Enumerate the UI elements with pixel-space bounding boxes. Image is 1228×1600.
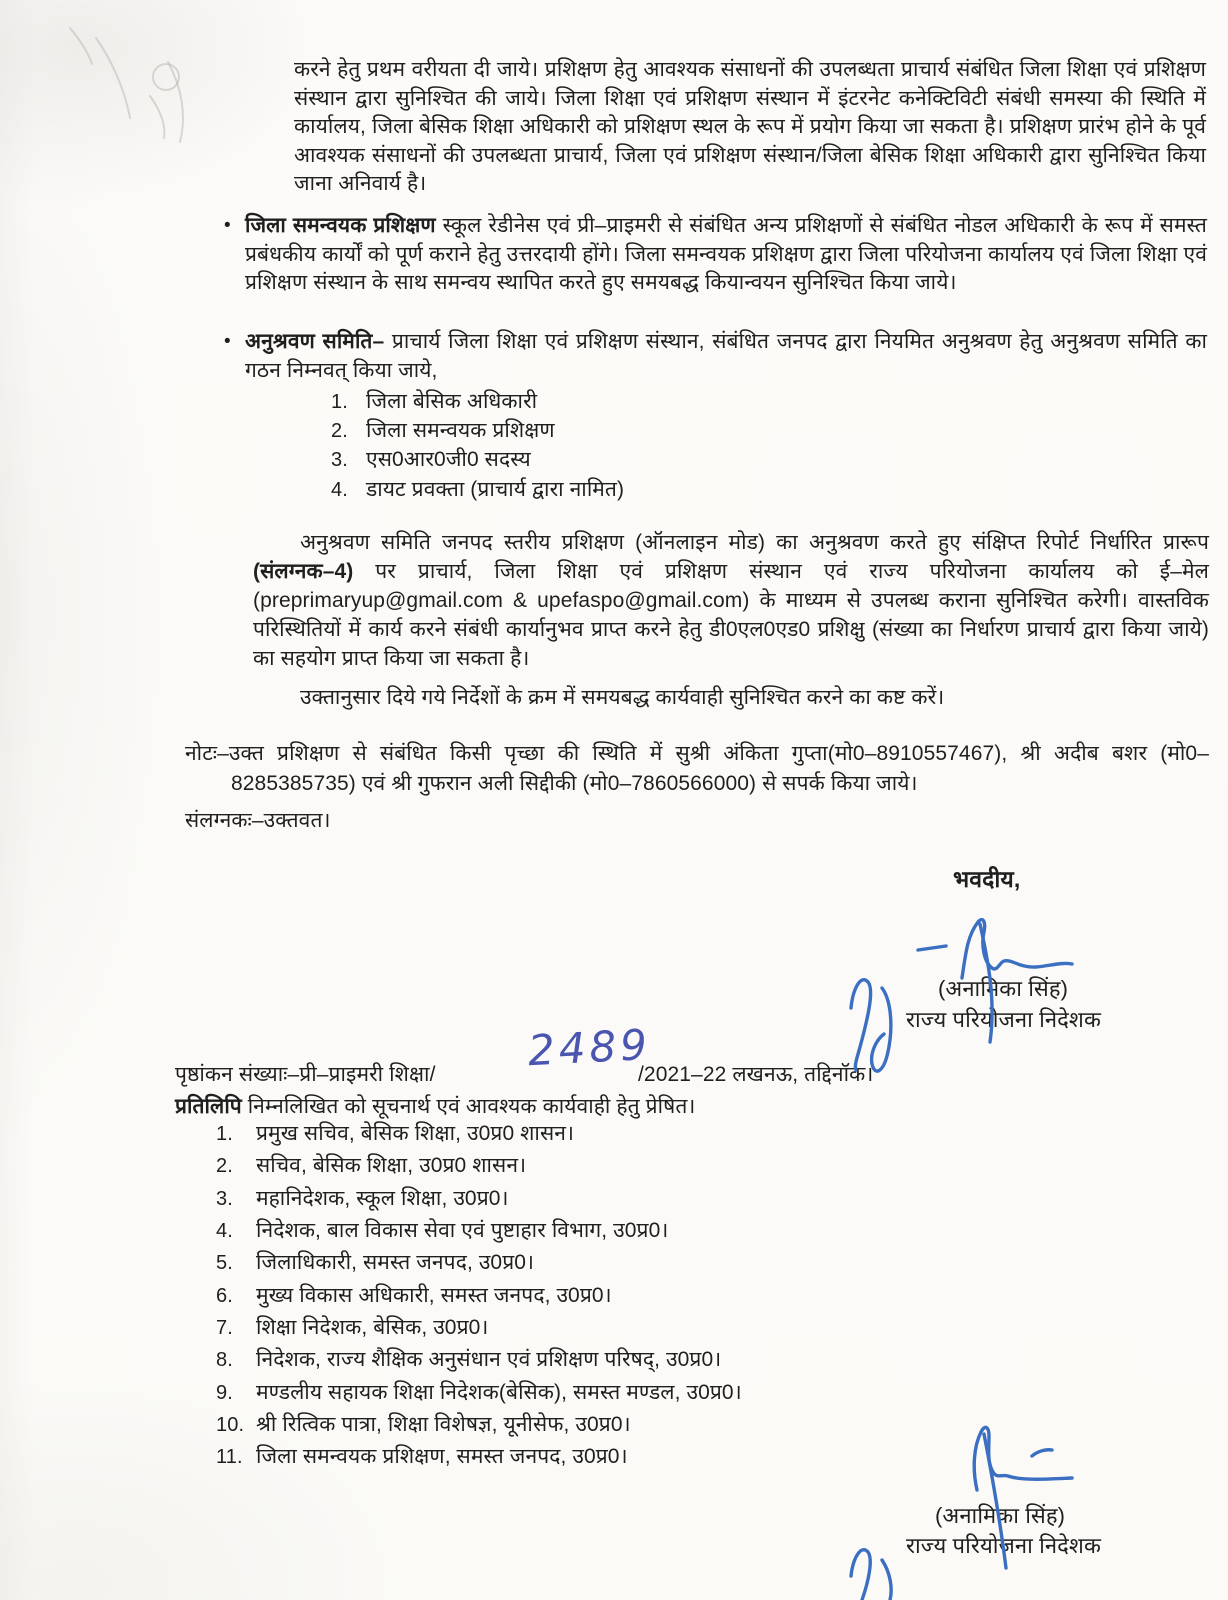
list-item <box>331 417 624 446</box>
item-number: 11. <box>216 1446 243 1469</box>
item-number: 3. <box>331 449 348 472</box>
bullet-icon: • <box>224 215 231 236</box>
item-text: प्रमुख सचिव, बेसिक शिक्षा, उ0प्र0 शासन। <box>256 1122 575 1145</box>
item-text: जिला समन्वयक प्रशिक्षण <box>366 419 555 443</box>
copy-text: निम्नलिखित को सूचनार्थ एवं आवश्यक कार्यवाही हेतु प्रेषित। <box>241 1095 696 1118</box>
list-item <box>331 446 624 475</box>
recipient-row <box>216 1249 742 1281</box>
copy-label: प्रतिलिपि <box>175 1095 242 1118</box>
recipient-row <box>216 1152 742 1184</box>
item-number: 2. <box>216 1155 233 1178</box>
closing-request-paragraph: उक्तानुसार दिये गये निर्देशों के क्रम में समयबद्ध कार्यवाही सुनिश्चित करने का कष्ट करें। <box>300 686 945 709</box>
bullet-item-district-coordinator <box>224 212 1207 298</box>
item-text: निदेशक, बाल विकास सेवा एवं पुष्टाहार विभाग, उ0प्र0। <box>256 1219 669 1243</box>
bullet-body: प्राचार्य जिला शिक्षा एवं प्रशिक्षण संस्थान, संबंधित जनपद द्वारा नियमित अनुश्रवण हेतु अनुश्रवण समिति का गठन निम्नवत् किया जाये, <box>245 330 1208 382</box>
note-block <box>185 739 1209 798</box>
list-item <box>331 476 624 505</box>
item-number: 3. <box>216 1187 233 1210</box>
item-number: 6. <box>216 1284 233 1307</box>
item-text: मुख्य विकास अधिकारी, समस्त जनपद, उ0प्र0। <box>256 1283 612 1307</box>
item-text: जिला बेसिक अधिकारी <box>366 390 538 413</box>
recipient-list <box>216 1120 742 1476</box>
recipient-row <box>216 1443 742 1475</box>
recipient-row <box>216 1185 742 1217</box>
recipient-row <box>216 1346 742 1378</box>
bullet-text <box>245 212 1207 298</box>
monitoring-report-paragraph <box>253 528 1209 673</box>
bullet-icon: • <box>224 331 231 352</box>
recipient-row <box>216 1379 742 1411</box>
committee-member-list <box>331 388 624 505</box>
item-text: जिला समन्वयक प्रशिक्षण, समस्त जनपद, उ0प्र0। <box>256 1445 628 1469</box>
signatory-name: (अनामिका सिंह) <box>935 1503 1066 1528</box>
enclosure-line: संलग्नकः–उक्तवत। <box>185 809 331 832</box>
item-number: 8. <box>216 1349 233 1372</box>
item-text: एस0आर0जी0 सदस्य <box>366 448 531 472</box>
paragraph-text: अनुश्रवण समिति जनपद स्तरीय प्रशिक्षण (ऑनलाइन मोड) का अनुश्रवण करते हुए संक्षिप्त रिपोर्ट निर्धारित प्रारूप <box>300 531 1209 554</box>
item-text: निदेशक, राज्य शैक्षिक अनुसंधान एवं प्रशिक्षण परिषद्, उ0प्र0। <box>256 1348 722 1372</box>
item-text: महानिदेशक, स्कूल शिक्षा, उ0प्र0। <box>256 1186 509 1210</box>
item-number: 4. <box>216 1220 233 1243</box>
item-number: 7. <box>216 1317 233 1340</box>
complimentary-closing: भवदीय, <box>953 866 1021 892</box>
signatory-designation: राज्य परियोजना निदेशक <box>906 1533 1101 1558</box>
pencil-smudge <box>70 28 183 142</box>
bullet-item-monitoring-committee <box>224 328 1207 385</box>
signatory-name: (अनामिका सिंह) <box>938 976 1069 1001</box>
endorsement-number-prefix: पृष्ठांकन संख्याः–प्री–प्राइमरी शिक्षा/ <box>175 1063 436 1086</box>
list-item <box>331 388 624 417</box>
item-number: 9. <box>216 1381 233 1404</box>
recipient-row <box>216 1282 742 1314</box>
attachment-reference: (संलग्नक–4) <box>253 560 354 583</box>
item-text: शिक्षा निदेशक, बेसिक, उ0प्र0। <box>256 1316 489 1340</box>
endorsement-number-suffix: /2021–22 लखनऊ, तद्दिनॉक। <box>638 1063 874 1086</box>
item-number: 5. <box>216 1252 233 1275</box>
item-text: सचिव, बेसिक शिक्षा, उ0प्र0 शासन। <box>256 1154 527 1178</box>
handwritten-dispatch-number: 2489 <box>526 1019 653 1076</box>
item-text: डायट प्रवक्ता (प्राचार्य द्वारा नामित) <box>366 477 625 501</box>
copy-forward-line <box>175 1093 695 1122</box>
item-text: मण्डलीय सहायक शिक्षा निदेशक(बेसिक), समस्त मण्डल, उ0प्र0। <box>256 1380 742 1404</box>
item-number: 1. <box>331 391 348 413</box>
recipient-row <box>216 1314 742 1346</box>
recipient-row <box>216 1411 742 1443</box>
item-text: श्री रित्विक पात्रा, शिक्षा विशेषज्ञ, यूनीसेफ, उ0प्र0। <box>256 1413 631 1437</box>
opening-paragraph: करने हेतु प्रथम वरीयता दी जाये। प्रशिक्षण हेतु आवश्यक संसाधनों की उपलब्धता प्राचार्य संबंधित जिला शिक्षा एवं प्रशिक्षण संस्थान द्वारा सुनिश्चित की जाये। जिला शिक्षा एवं प्रशिक्षण संस्थान में इंटरनेट कनेक्टिविटी संबंधी समस्या की स्थिति में कार्यालय, जिला बेसिक शिक्षा अधिकारी को प्रशिक्षण स्थल के रूप में प्रयोग किया जा सकता है। प्रशिक्षण प्रारंभ होने के पूर्व आवश्यक संसाधनों की उपलब्धता प्राचार्य, जिला एवं प्रशिक्षण संस्थान/जिला बेसिक शिक्षा अधिकारी द्वारा सुनिश्चित किया जाना अनिवार्य है। <box>294 58 1206 196</box>
item-number: 10. <box>216 1414 245 1437</box>
signatory-designation: राज्य परियोजना निदेशक <box>906 1007 1101 1032</box>
recipient-row <box>216 1217 742 1249</box>
recipient-row <box>216 1120 742 1152</box>
note-text: उक्त प्रशिक्षण से संबंधित किसी पृच्छा की स्थिति में सुश्री अंकिता गुप्ता(मो0–8910557467), श्री अदीब बशर (मो0–8285385735) एवं श्री गुफरान अली सिद्दीकी (मो0–7860566000) से सपर्क किया जाये। <box>228 742 1209 795</box>
bullet-body: स्कूल रेडीनेस एवं प्री–प्राइमरी से संबंधित अन्य प्रशिक्षणों से संबंधित नोडल अधिकारी के रूप में समस्त प्रबंधकीय कार्यों को पूर्ण कराने हेतु उत्तरदायी होंगे। जिला समन्वयक प्रशिक्षण द्वारा जिला परियोजना कार्यालय एवं जिला शिक्षा एवं प्रशिक्षण संस्थान के साथ समन्वय स्थापित करते हुए समयबद्ध कियान्वयन सुनिश्चित किया जाये। <box>245 214 1207 295</box>
bullet-lead: अनुश्रवण समिति– <box>245 330 385 353</box>
bullet-text <box>245 328 1207 385</box>
note-label: नोटः– <box>185 742 229 765</box>
item-text: जिलाधिकारी, समस्त जनपद, उ0प्र0। <box>256 1251 535 1275</box>
item-number: 2. <box>331 420 348 443</box>
paragraph-text: पर प्राचार्य, जिला शिक्षा एवं प्रशिक्षण संस्थान एवं राज्य परियोजना कार्यालय को ई–मेल (preprimaryup@gmail.com & upefaspo@gmail.com) के माध्यम से उपलब्ध कराना सुनिश्चित करेगी। वास्तविक परिस्थितियों में कार्य करने संबंधी कार्यानुभव प्राप्त करने हेतु डी0एल0एड0 प्रशिक्षु (संख्या का निर्धारण प्राचार्य द्वारा किया जाये) का सहयोग प्राप्त किया जा सकता है। <box>253 560 1209 670</box>
item-number: 4. <box>331 478 348 501</box>
initials-ink-bottom <box>851 1550 891 1600</box>
item-number: 1. <box>216 1123 233 1145</box>
bullet-lead: जिला समन्वयक प्रशिक्षण <box>245 214 436 237</box>
initials-ink-top <box>851 980 891 1071</box>
